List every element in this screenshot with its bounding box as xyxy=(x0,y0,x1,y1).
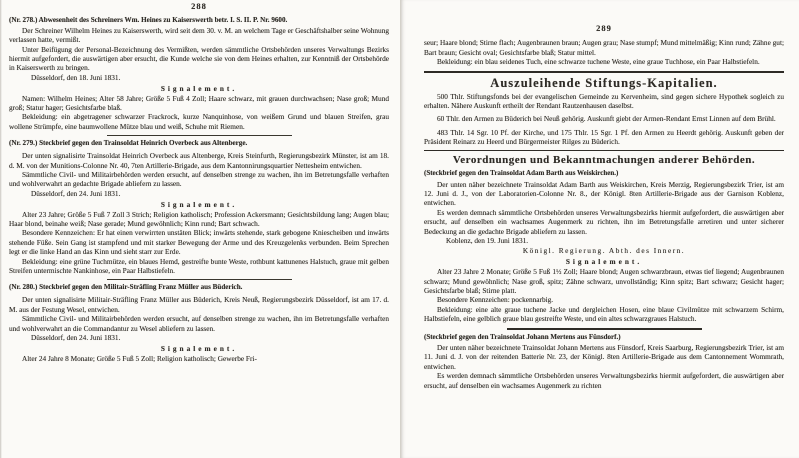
notice-279-paragraph-2: Sämmtliche Civil- und Militairbehörden werden ersucht, auf denselben strenge zu wachen, ihn im Betretungsfalle verhaften und wohlverwahrt an gedachte Brigade abliefern zu lassen. xyxy=(9,170,389,189)
signalement-heading-barth: Signalement. xyxy=(565,257,643,267)
signalement-heading-278: Signalement. xyxy=(160,83,238,93)
barth-paragraph-2: Es werden demnach sämmtliche Ortsbehörden unseres Verwaltungsbezirks hiermit aufgefordert, die auswärtigen aber ersucht, auf denselben ein wachsames Augenmerk zu richten, ihn im Betretungsfalle arretiren und unter sicherer Bedeckung an die gedachte Brigade abliefern zu lassen. xyxy=(424,207,784,236)
verordnungen-section-heading: Verordnungen und Bekanntmachungen anderer Behörden. xyxy=(452,154,756,167)
notice-280-title: (Nr. 280.) Steckbrief gegen den Militair-Sträfling Franz Müller aus Büderich. xyxy=(9,283,243,292)
stiftung-entry-483thlr: 483 Thlr. 14 Sgr. 10 Pf. der Kirche, und 175 Thlr. 15 Sgr. 1 Pf. den Armen zu Heerdt gehörig. Auskunft geben der Präsident Reinarz zu Heerd und Bürgermeister Rilges zu Büderich. xyxy=(424,127,784,147)
notice-280-paragraph-2: Sämmtliche Civil- und Militairbehörden werden ersucht, auf denselben strenge zu wachen, ihn im Betretungsfalle verhaften und wohlverwahrt an die Commandantur zu Wesel abliefern zu lassen. xyxy=(9,314,389,333)
page-number-right: 289 xyxy=(596,23,612,33)
barth-paragraph-1: Der unten näher bezeichnete Trainsoldat Adam Barth aus Weiskirchen, Kreis Merzig, Regierungsbezirk Trier, ist am 12. Juni d. J., von der Laboratorien-Colonne Nr. 8., der Königl. 8ten Artillerie-Brigade aus der Garnison Koblenz, entwichen. xyxy=(424,179,784,208)
mertens-paragraph-2: Es werden demnach sämmtliche Ortsbehörden unseres Verwaltungsbezirks hiermit aufgefordert, die auswärtigen aber ersucht, auf denselben ein wachsames Augenmerk zu richten xyxy=(424,371,784,390)
barth-signalement-clothing: Bekleidung: eine alte graue tuchene Jacke und dergleichen Hosen, eine blaue Civilmütze mit schwarzem Schirm, Halbstiefeln, eine gelblich graue blau gestreifte Weste, und ein altes schwarzgraues Halstuch. xyxy=(424,304,784,324)
section-divider xyxy=(107,135,292,136)
stiftung-entry-500thlr: 500 Thlr. Stiftungsfonds bei der evangelischen Gemeinde zu Kervenheim, sind gegen sichere Hypothek sogleich zu erhalten. Nähere Auskunft ertheilt der Rendant Rautzenhausen daselbst. xyxy=(424,91,784,111)
notice-278-dateline: Düsseldorf, den 18. Juni 1831. xyxy=(31,72,121,82)
notice-278-paragraph-1: Der Schreiner Wilhelm Heines zu Kaiserswerth, wird seit dem 30. v. M. an welchem Tage er Geschäftshalber seine Wohnung verlassen hatte, vermißt. xyxy=(9,25,389,45)
notice-280-clothing-continued: Bekleidung: ein blau seidenes Tuch, eine schwarze tuchene Weste, eine graue Tuchhose, ein Paar Halbstiefeln. xyxy=(437,57,760,67)
notice-279-signalement-marks: Besondere Kennzeichen: Er hat einen verwirrten unstäten Blick; inwärts stehende, stark gebogene Kniescheiben und inwärts stehende Füße. Sein Gang ist stampfend und mit starker Bewegung der Arme und des Kreuzgelenks verbunden. Beim Sprechen legt er die linke Hand an das Kinn und sieht starr zur Erde. xyxy=(9,228,389,257)
notice-279-dateline: Düsseldorf, den 24. Juni 1831. xyxy=(31,188,121,198)
notice-280-dateline: Düsseldorf, den 24. Juni 1831. xyxy=(31,333,121,342)
barth-dateline: Koblenz, den 19. Juni 1831. xyxy=(446,236,529,245)
notice-278-signalement-description: Namen: Wilhelm Heines; Alter 58 Jahre; Größe 5 Fuß 4 Zoll; Haare schwarz, mit grauen durchwachsen; Nase groß; Mund groß; Statur hager; Gesichtsfarbe blaß. xyxy=(9,93,389,113)
page-number-left: 288 xyxy=(191,1,207,11)
mertens-paragraph-1: Der unten näher bezeichnete Trainsoldat Johann Mertens aus Fünsdorf, Kreis Saarburg, Regierungsbezirk Trier, ist am 11. Juni d. J. von der reitenden Batterie Nr. 23, der Königl. 8ten Artillerie-Brigade aus dem Cantonnement Wommrath, entwichen. xyxy=(424,343,784,371)
notice-279-signalement-description: Alter 23 Jahre; Größe 5 Fuß 7 Zoll 3 Strich; Religion katholisch; Profession Ackersmann; Gesichtsbildung lang; Augen blau; Haar blond, beinahe weiß; Nase gerade; Mund gewöhnlich; Kinn rund; Bart schwach. xyxy=(9,209,389,229)
section-divider xyxy=(107,279,292,280)
barth-signalement-description: Alter 23 Jahre 2 Monate; Größe 5 Fuß 1½ Zoll; Haare blond; Augen schwarzbraun, etwas tief liegend; Augenbraunen schwarz; Mund gewöhnlich; Nase groß, spitz; Zähne schwarz, unvollständig; Kinn spitz; Bart schwarz; Gesicht hager; Gesichtsfarbe blaß; Stirne platt. xyxy=(424,267,784,296)
barth-notice-subtitle: (Steckbrief gegen den Trainsoldat Adam Barth aus Weiskirchen.) xyxy=(424,169,619,178)
stiftung-entry-60thlr: 60 Thlr. den Armen zu Büderich bei Neuß gehörig. Auskunft giebt der Armen-Rendant Ernst Linnen auf dem Brühl. xyxy=(437,114,776,124)
notice-278-signalement-clothing: Bekleidung: ein abgetragener schwarzer Frackrock, kurze Nanquinhose, von weißem Grund und blauen Streifen, grau wollene Strümpfe, eine baumwollene Mütze blau und weiß, Schuhe mit Riemen. xyxy=(9,112,389,131)
notice-278-title: (Nr. 278.) Abwesenheit des Schreiners Wm. Heines zu Kaiserswerth betr. I. S. II. P. Nr. 9600. xyxy=(9,16,288,25)
notice-279-title: (Nr. 279.) Steckbrief gegen den Trainsoldat Heinrich Overbeck aus Altenberge. xyxy=(9,139,248,148)
page-289 xyxy=(400,0,799,458)
notice-280-paragraph-1: Der unten signalisirte Militair-Sträfling Franz Müller aus Büderich, Kreis Neuß, Regierungsbezirk Düsseldorf, ist am 17. d. M. aus der Festung Wesel, entwichen. xyxy=(9,295,389,314)
signalement-heading-279: Signalement. xyxy=(160,199,238,209)
page-section-divider xyxy=(424,71,784,73)
notice-279-paragraph-1: Der unten signalisirte Trainsoldat Heinrich Overbeck aus Altenberge, Kreis Steinfurth, Regierungsbezirk Münster, ist am 18. d. M. von der Munitions-Colonne Nr. 40, 7ten Artillerie-Brigade, aus dem Kantonnirungsquartier Nettesheim entwichen. xyxy=(9,151,389,170)
notice-280-signalement-continued: seur; Haare blond; Stirne flach; Augenbraunen braun; Augen grau; Nase stumpf; Mund mittelmäßig; Kinn rund; Zähne gut; Bart braun; Gesicht oval; Gesichtsfarbe blaß; Statur mittel. xyxy=(424,38,784,57)
mertens-notice-subtitle: (Steckbrief gegen den Trainsoldat Johann Mertens aus Fünsdorf.) xyxy=(424,332,621,341)
barth-signalement-marks: Besondere Kennzeichen: pockennarbig. xyxy=(437,295,554,305)
notice-280-signalement-description: Alter 24 Jahre 8 Monate; Größe 5 Fuß 5 Zoll; Religion katholisch; Gewerbe Fri- xyxy=(22,353,257,363)
notice-278-paragraph-2: Unter Beifügung der Personal-Bezeichnung des Vermißten, werden sämmtliche Ortsbehörden unseres Verwaltungs Bezirks hiermit aufgefordert, die auswärtigen aber ersucht, die Kunde welche sie von dem Heines erhalten, zur Kenntniß der Ortsbehörde in Kaiserswerth zu bringen. xyxy=(9,44,389,73)
signalement-heading-280: Signalement. xyxy=(160,343,238,353)
notice-279-signalement-clothing: Bekleidung: eine grüne Tuchmütze, ein blaues Hemd, gestreifte bunte Weste, rothbunt kattunenes Halstuch, graue mit gelben Streifen untermischte Nankinhose, ein Paar Halbstiefeln. xyxy=(9,256,389,276)
page-section-divider xyxy=(424,150,784,151)
section-divider xyxy=(507,328,702,330)
stiftung-section-heading: Auszuleihende Stiftungs-Kapitalien. xyxy=(490,75,718,90)
barth-authority-line: Königl. Regierung. Abth. des Innern. xyxy=(522,246,686,256)
